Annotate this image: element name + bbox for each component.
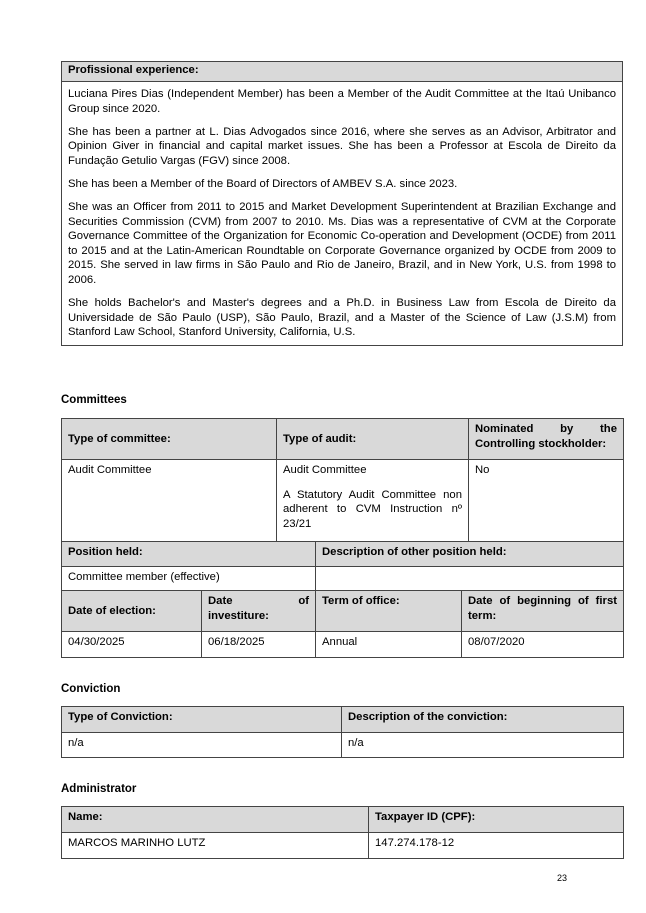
nominated-header: Nominated by the Controlling stockholder: — [469, 419, 624, 460]
conviction-table — [61, 706, 624, 758]
experience-paragraph-3: She has been a Member of the Board of Directors of AMBEV S.A. since 2023. — [68, 177, 458, 190]
experience-paragraph-2: She has been a partner at L. Dias Advogados since 2016, where she serves as an Advisor, Arbitrator and Opinion Giver in financial and capital market issues. She has been a Professor at Escola de Direito da Fundação Getulio Vargas (FGV) since 2008. — [68, 125, 616, 167]
first-term-value: 08/07/2020 — [462, 632, 624, 658]
committees-title: Committees — [61, 394, 127, 406]
administrator-table — [61, 806, 624, 859]
page-number: 23 — [557, 873, 568, 883]
investiture-date-value: 06/18/2025 — [202, 632, 316, 658]
experience-paragraph-5: She holds Bachelor's and Master's degrees and a Ph.D. in Business Law from Escola de Direito da Universidade de São Paulo (USP), São Paulo, Brazil, and a Master of the Science of Law (J.S.M) from Stanford Law School, Stanford University, California, U.S. — [68, 297, 616, 339]
committees-table-2 — [61, 541, 624, 591]
election-date-header: Date of election: — [62, 591, 202, 632]
audit-type-value: Audit Committee — [283, 464, 367, 476]
other-position-header: Description of other position held: — [316, 542, 624, 567]
nominated-value: No — [469, 460, 624, 542]
committees-table-1 — [61, 418, 624, 542]
conviction-type-value: n/a — [62, 733, 342, 758]
administrator-name-header: Name: — [62, 807, 369, 833]
administrator-cpf-value: 147.274.178-12 — [369, 833, 624, 859]
first-term-header: Date of beginning of first term: — [462, 591, 624, 632]
conviction-title: Conviction — [61, 683, 121, 695]
conviction-description-header: Description of the conviction: — [342, 707, 624, 733]
position-header: Position held: — [62, 542, 316, 567]
audit-type-cell — [277, 460, 469, 542]
committees-table-3 — [61, 590, 624, 658]
position-value: Committee member (effective) — [62, 567, 316, 591]
other-position-value — [316, 567, 624, 591]
experience-table — [61, 61, 623, 346]
audit-type-header: Type of audit: — [277, 419, 469, 460]
administrator-title: Administrator — [61, 783, 137, 795]
administrator-cpf-header: Taxpayer ID (CPF): — [369, 807, 624, 833]
experience-paragraph-1: Luciana Pires Dias (Independent Member) has been a Member of the Audit Committee at the Itaú Unibanco Group since 2020. — [68, 88, 616, 115]
experience-header: Profissional experience: — [62, 62, 623, 82]
term-value: Annual — [316, 632, 462, 658]
conviction-type-header: Type of Conviction: — [62, 707, 342, 733]
conviction-description-value: n/a — [342, 733, 624, 758]
experience-body — [62, 82, 623, 346]
term-header: Term of office: — [316, 591, 462, 632]
administrator-name-value: MARCOS MARINHO LUTZ — [62, 833, 369, 859]
investiture-date-header: Date of investiture: — [202, 591, 316, 632]
audit-type-description: A Statutory Audit Committee non adherent to CVM Instruction nº 23/21 — [283, 488, 462, 530]
committee-type-header: Type of committee: — [62, 419, 277, 460]
experience-paragraph-4: She was an Officer from 2011 to 2015 and Market Development Superintendent at Brazilian Exchange and Securities Commission (CVM) from 2007 to 2010. Ms. Dias was a representative of CVM at the Corporate Governance Committee of the Organization for Economic Co-operation and Development (OCDE) from 2011 to 2015 and at the Latin-American Roundtable on Corporate Governance organized by OCDE from 2009 to 2015. She served in law firms in São Paulo and Rio de Janeiro, Brazil, and in New York, U.S. from 1998 to 2006. — [68, 201, 616, 287]
committee-type-value: Audit Committee — [62, 460, 277, 542]
election-date-value: 04/30/2025 — [62, 632, 202, 658]
